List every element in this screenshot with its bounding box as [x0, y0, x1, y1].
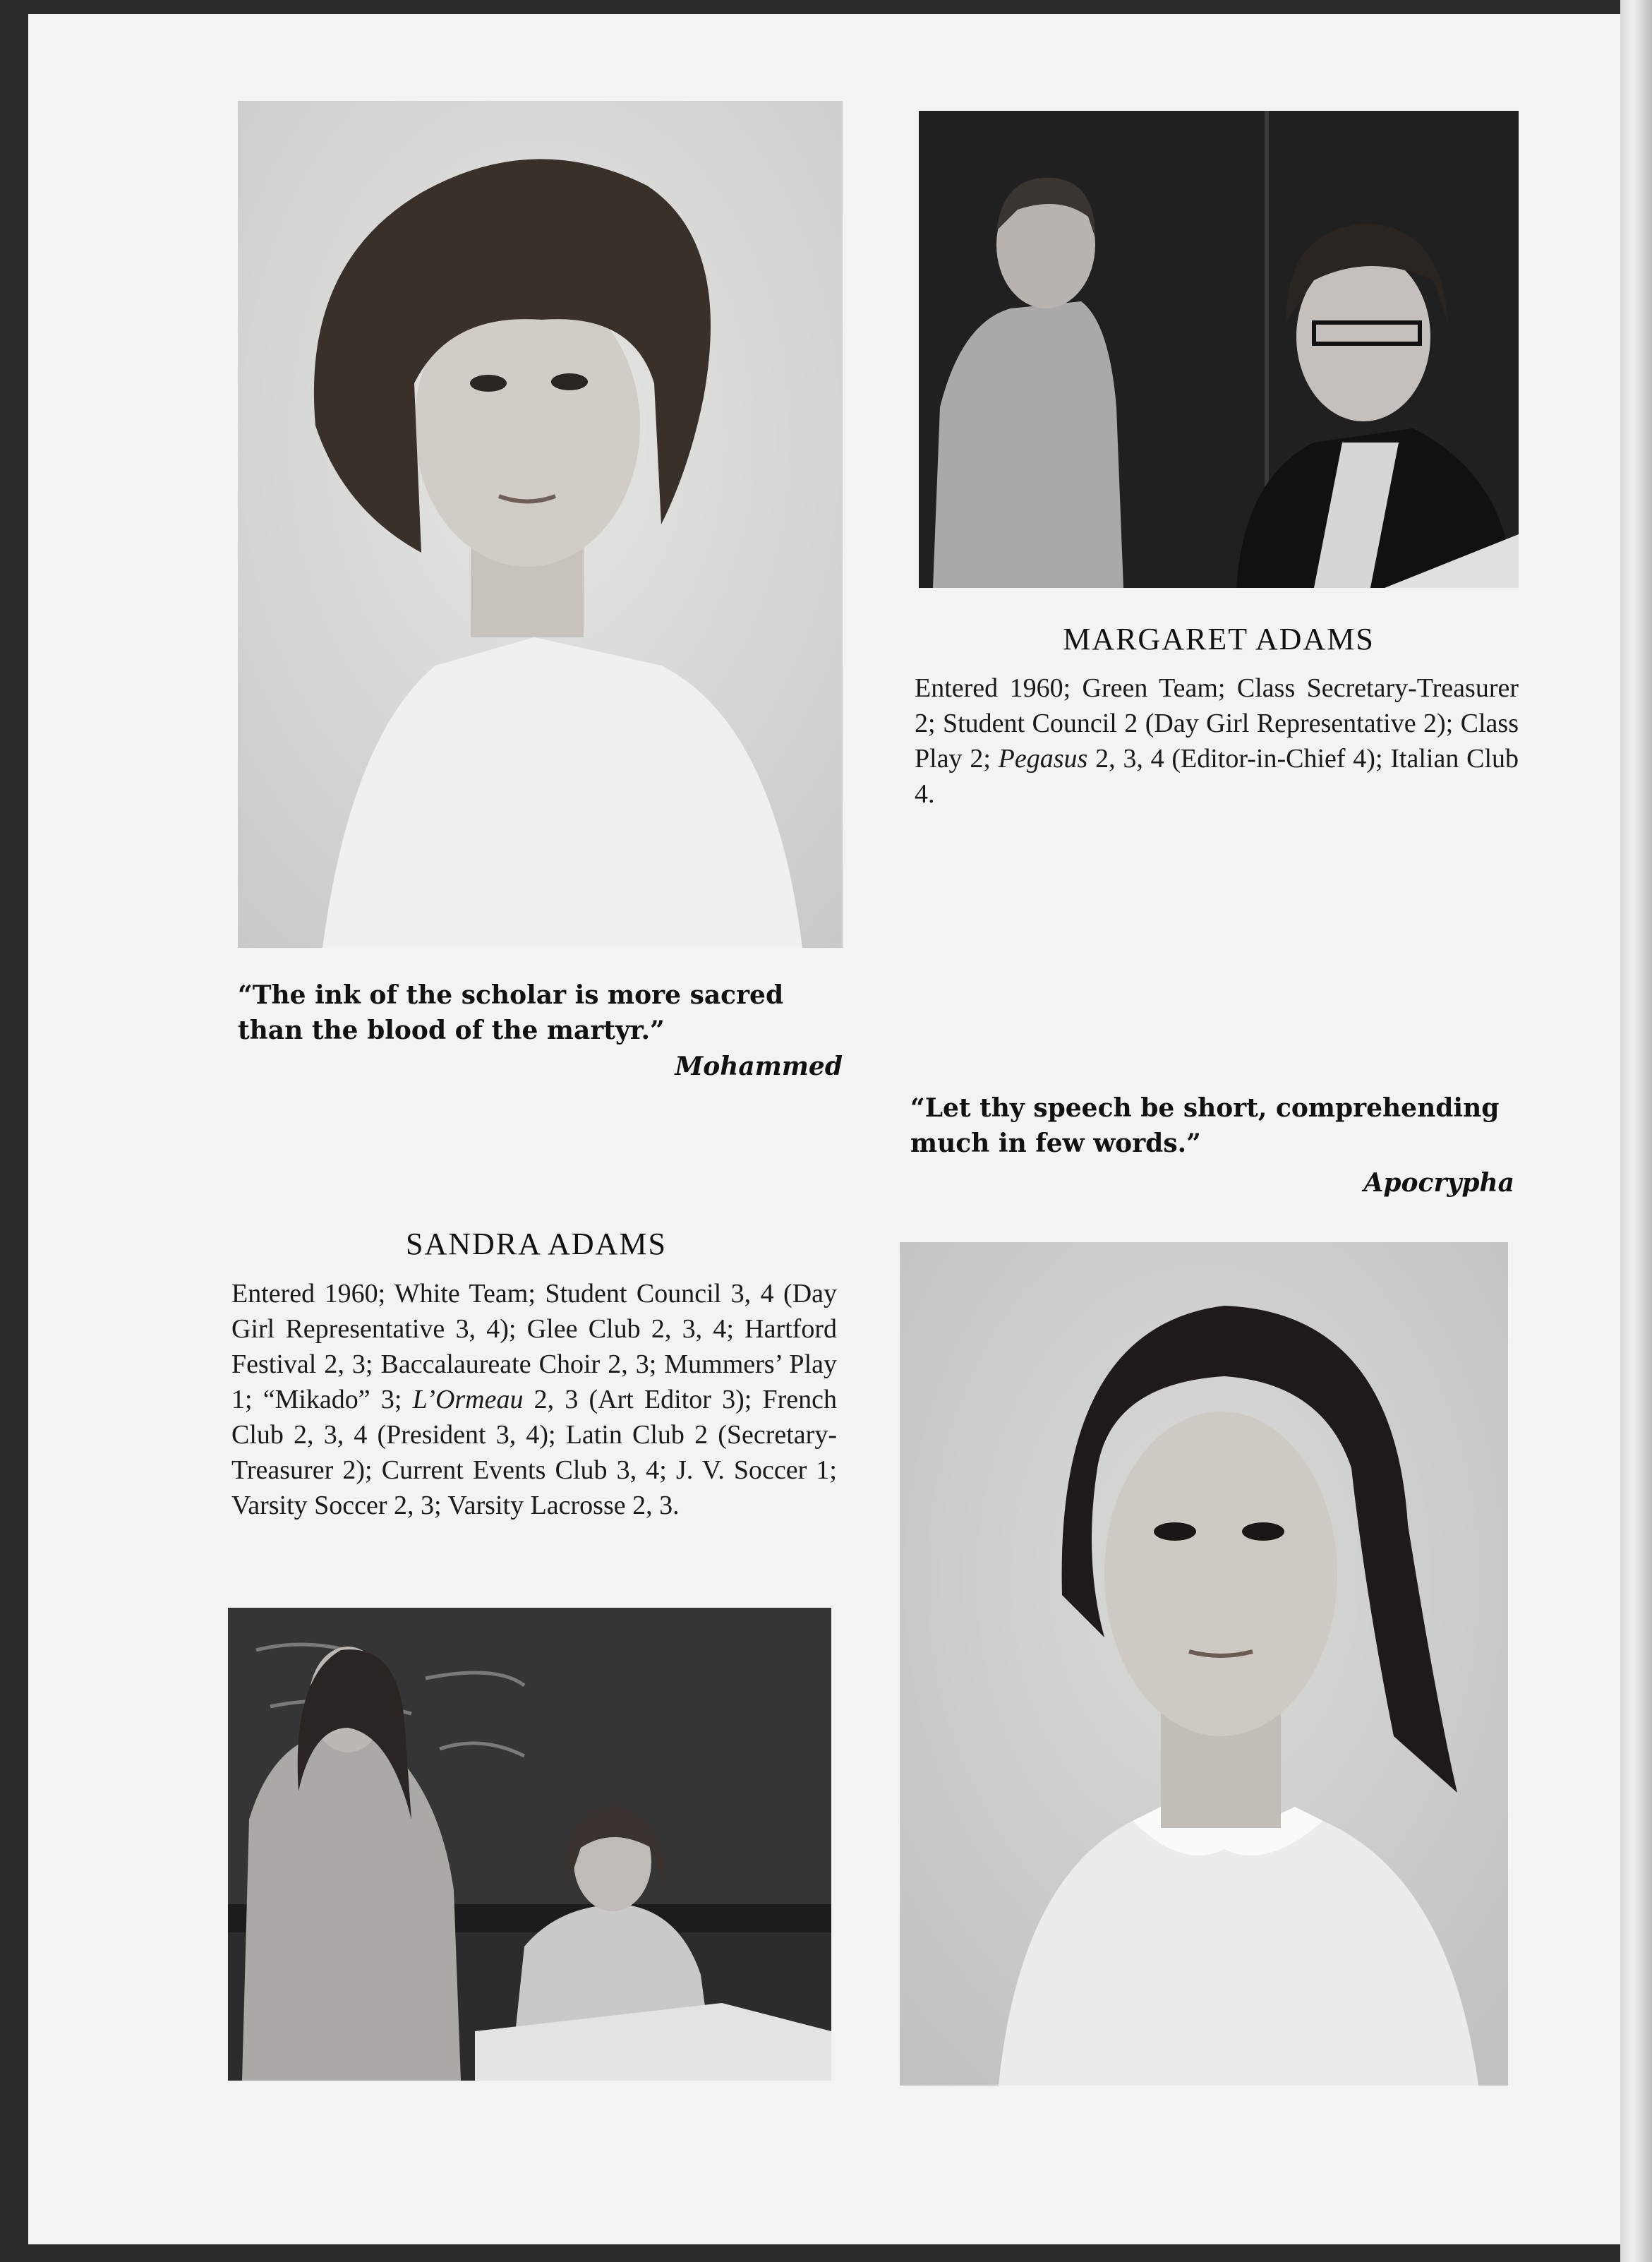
student-name-margaret: MARGARET ADAMS	[1063, 622, 1375, 656]
bio-margaret-part1: Entered 1960; Green Team; Class Secretary-Treasurer 2; Student Council 2 (Day Girl Representative 2); Class Play 2;	[915, 673, 1519, 774]
bio-sandra	[231, 1276, 837, 1523]
attribution-sandra: Mohammed	[675, 1052, 843, 1081]
bio-sandra-part1: Entered 1960; White Team; Student Council 3, 4 (Day Girl Representative 3, 4); Glee Club 2, 3, 4; Hartford Festival 2, 3; Baccalaureate Choir 2, 3; Mummers’ Play 1; “Mikado” 3;	[231, 1279, 837, 1414]
attribution-margaret: Apocrypha	[1363, 1168, 1514, 1198]
bio-margaret-publication: Pegasus	[998, 744, 1088, 774]
bio-margaret-part2: 2, 3, 4 (Editor-in-Chief 4); Italian Club 4.	[915, 744, 1519, 809]
book-spine-edge	[1620, 0, 1652, 2262]
student-name-sandra: SANDRA ADAMS	[406, 1227, 667, 1261]
bio-margaret	[915, 670, 1519, 812]
candid-photo-sandra	[228, 1608, 831, 2081]
quote-margaret: “Let thy speech be short, comprehending much in few words.”	[910, 1093, 1500, 1158]
quote-sandra: “The ink of the scholar is more sacred than the blood of the martyr.”	[238, 980, 784, 1045]
candid-photo-margaret	[919, 111, 1519, 588]
portrait-photo-margaret	[238, 101, 843, 948]
bio-sandra-publication: L’Ormeau	[412, 1385, 524, 1414]
portrait-photo-sandra	[900, 1242, 1508, 2086]
bio-sandra-part2: 2, 3 (Art Editor 3); French Club 2, 3, 4 (President 3, 4); Latin Club 2 (Secretary-Treasurer 2); Current Events Club 3, 4; J. V. Soccer 1; Varsity Soccer 2, 3; Varsity Lacrosse 2, 3.	[231, 1385, 837, 1520]
